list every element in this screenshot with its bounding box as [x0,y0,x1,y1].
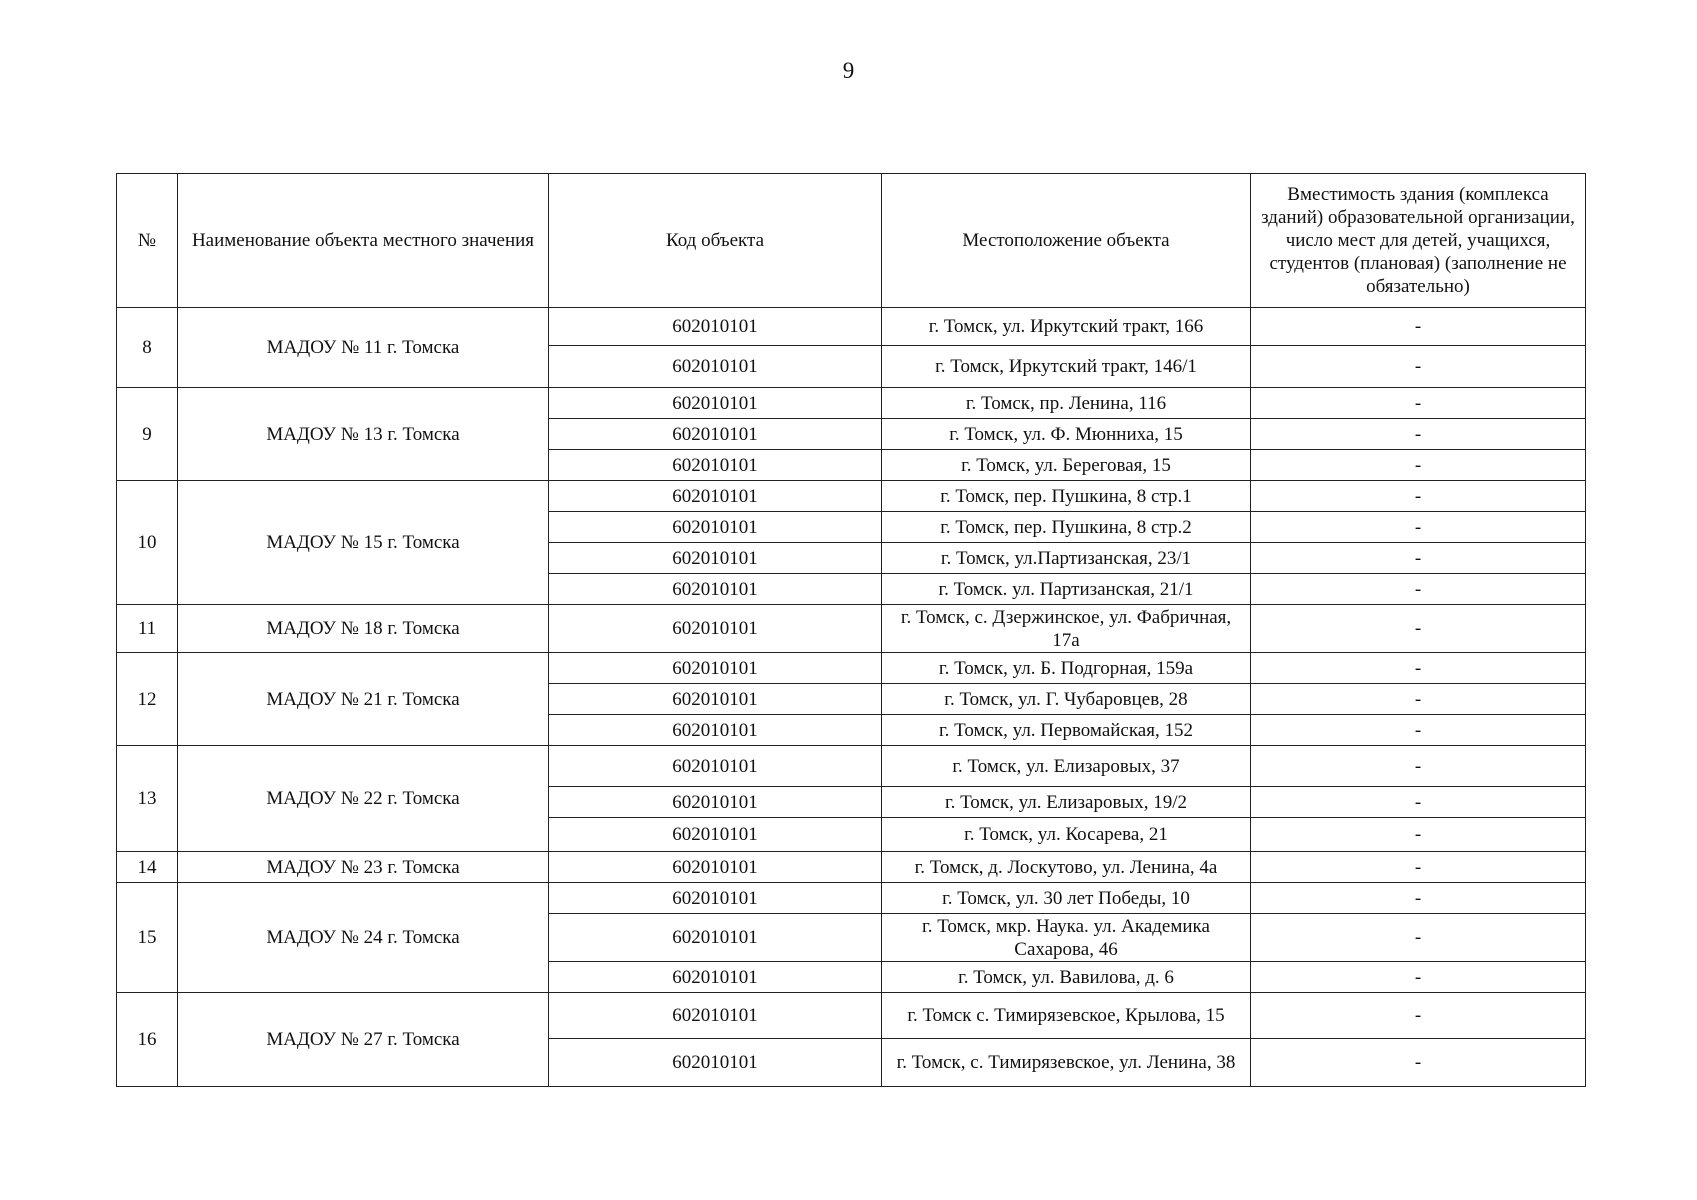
cell-number: 16 [117,993,178,1087]
cell-capacity: - [1251,419,1586,450]
cell-object-code: 602010101 [549,962,882,993]
table-row [117,388,1586,419]
cell-object-name: МАДОУ № 22 г. Томска [178,746,549,852]
cell-object-location: г. Томск, ул. Первомайская, 152 [882,715,1251,746]
cell-number: 11 [117,605,178,653]
cell-object-location: г. Томск, ул. 30 лет Победы, 10 [882,883,1251,914]
cell-capacity: - [1251,308,1586,346]
cell-capacity: - [1251,346,1586,388]
table-row [117,605,1586,653]
cell-object-code: 602010101 [549,684,882,715]
cell-capacity: - [1251,715,1586,746]
cell-number: 9 [117,388,178,481]
table-row [117,993,1586,1039]
cell-object-location: г. Томск, с. Дзержинское, ул. Фабричная, 17а [882,605,1251,653]
cell-object-name: МАДОУ № 24 г. Томска [178,883,549,993]
cell-number: 10 [117,481,178,605]
cell-capacity: - [1251,512,1586,543]
cell-object-location: г. Томск, ул. Елизаровых, 37 [882,746,1251,787]
cell-object-code: 602010101 [549,746,882,787]
page-number: 9 [842,58,855,83]
cell-object-location: г. Томск, ул. Вавилова, д. 6 [882,962,1251,993]
cell-object-name: МАДОУ № 13 г. Томска [178,388,549,481]
cell-capacity: - [1251,684,1586,715]
cell-capacity: - [1251,605,1586,653]
cell-object-code: 602010101 [549,605,882,653]
cell-capacity: - [1251,388,1586,419]
cell-object-location: г. Томск, с. Тимирязевское, ул. Ленина, 38 [882,1039,1251,1087]
cell-number: 15 [117,883,178,993]
cell-capacity: - [1251,574,1586,605]
cell-object-code: 602010101 [549,419,882,450]
cell-object-code: 602010101 [549,914,882,962]
table-row [117,746,1586,787]
cell-object-location: г. Томск, Иркутский тракт, 146/1 [882,346,1251,388]
cell-object-name: МАДОУ № 15 г. Томска [178,481,549,605]
cell-object-location: г. Томск. ул. Партизанская, 21/1 [882,574,1251,605]
cell-object-location: г. Томск, пер. Пушкина, 8 стр.1 [882,481,1251,512]
cell-object-code: 602010101 [549,574,882,605]
cell-object-location: г. Томск, ул. Иркутский тракт, 166 [882,308,1251,346]
cell-object-name: МАДОУ № 11 г. Томска [178,308,549,388]
cell-number: 12 [117,653,178,746]
table-row [117,308,1586,346]
cell-capacity: - [1251,787,1586,818]
cell-object-code: 602010101 [549,993,882,1039]
cell-capacity: - [1251,852,1586,883]
objects-table [116,173,1586,1087]
cell-capacity: - [1251,914,1586,962]
header-object-name: Наименование объекта местного значения [178,174,549,308]
cell-object-location: г. Томск, мкр. Наука. ул. Академика Сахарова, 46 [882,914,1251,962]
cell-object-name: МАДОУ № 21 г. Томска [178,653,549,746]
cell-object-location: г. Томск, пр. Ленина, 116 [882,388,1251,419]
cell-capacity: - [1251,746,1586,787]
table-body [117,308,1586,1087]
table-row [117,852,1586,883]
cell-capacity: - [1251,481,1586,512]
table-row [117,883,1586,914]
cell-object-code: 602010101 [549,308,882,346]
cell-capacity: - [1251,818,1586,852]
header-object-location: Местоположение объекта [882,174,1251,308]
cell-object-code: 602010101 [549,852,882,883]
header-object-code: Код объекта [549,174,882,308]
cell-object-code: 602010101 [549,653,882,684]
table-header-row [117,174,1586,308]
cell-object-location: г. Томск, ул. Б. Подгорная, 159а [882,653,1251,684]
cell-object-location: г. Томск, ул. Косарева, 21 [882,818,1251,852]
header-number: № [117,174,178,308]
cell-object-location: г. Томск, ул.Партизанская, 23/1 [882,543,1251,574]
cell-capacity: - [1251,543,1586,574]
cell-number: 13 [117,746,178,852]
header-capacity: Вместимость здания (комплекса зданий) образовательной организации, число мест для детей, учащихся, студентов (плановая) (заполнение не обязательно) [1251,174,1586,308]
cell-object-code: 602010101 [549,787,882,818]
cell-number: 8 [117,308,178,388]
cell-capacity: - [1251,962,1586,993]
table-row [117,653,1586,684]
cell-object-code: 602010101 [549,715,882,746]
cell-object-code: 602010101 [549,388,882,419]
cell-object-location: г. Томск, пер. Пушкина, 8 стр.2 [882,512,1251,543]
cell-object-code: 602010101 [549,481,882,512]
table-row [117,481,1586,512]
cell-object-code: 602010101 [549,818,882,852]
cell-object-location: г. Томск, ул. Береговая, 15 [882,450,1251,481]
cell-object-location: г. Томск, д. Лоскутово, ул. Ленина, 4а [882,852,1251,883]
cell-object-location: г. Томск, ул. Г. Чубаровцев, 28 [882,684,1251,715]
cell-number: 14 [117,852,178,883]
cell-object-code: 602010101 [549,543,882,574]
cell-object-code: 602010101 [549,450,882,481]
cell-object-location: г. Томск, ул. Ф. Мюнниха, 15 [882,419,1251,450]
cell-capacity: - [1251,653,1586,684]
cell-object-code: 602010101 [549,1039,882,1087]
cell-object-name: МАДОУ № 18 г. Томска [178,605,549,653]
cell-object-code: 602010101 [549,883,882,914]
cell-object-code: 602010101 [549,346,882,388]
cell-object-code: 602010101 [549,512,882,543]
cell-object-name: МАДОУ № 23 г. Томска [178,852,549,883]
cell-object-name: МАДОУ № 27 г. Томска [178,993,549,1087]
cell-capacity: - [1251,450,1586,481]
cell-capacity: - [1251,993,1586,1039]
cell-capacity: - [1251,1039,1586,1087]
cell-capacity: - [1251,883,1586,914]
cell-object-location: г. Томск, ул. Елизаровых, 19/2 [882,787,1251,818]
cell-object-location: г. Томск с. Тимирязевское, Крылова, 15 [882,993,1251,1039]
